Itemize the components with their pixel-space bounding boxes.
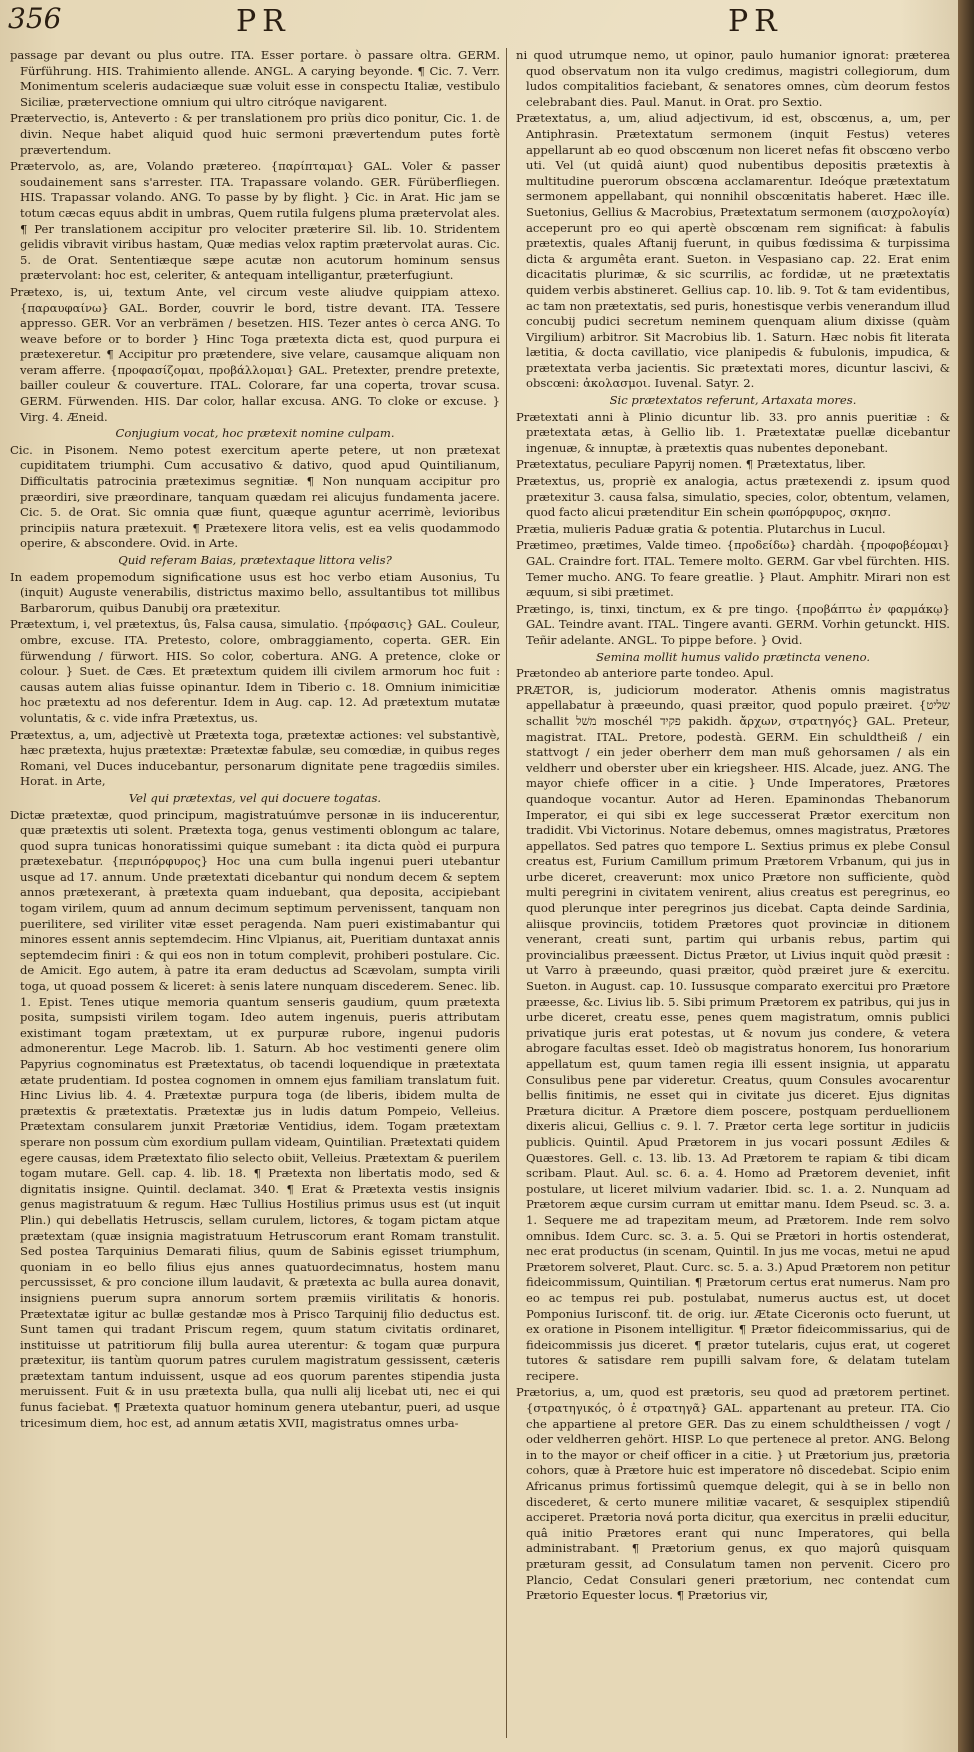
- dictionary-entry: Prætextus, a, um, adjectivè ut Prætexta toga, prætextæ actiones: vel substantivè, hæc prætexta, hujus prætextæ: Prætextæ fabulæ, seu comœdiæ, in quibus reges Romani, vel Duces inducebantur, personarum dignitate pene tragœdiis similes. Horat. in Arte,: [10, 727, 500, 789]
- right-column: [516, 48, 950, 1744]
- dictionary-entry: Prætervolo, as, are, Volando prætereo. {παρίπταμαι} GAL. Voler & passer soudainement sans s'arrester. ITA. Trapassare volando. GER. Fürüberfliegen. HIS. Trapassar volando. ANG. To passe by by flight. } Cic. in Arat. Hic jam se totum cæcas equus abdit in umbras, Quem rutila fulgens pluma prætervolat ales. ¶ Per translationem accipitur pro velociter præterire Sil. lib. 10. Stridentem gelidis vibravit viribus hastam, Quæ medias velox raptim prætervolat auras. Cic. 5. de Orat. Sententiæque sæpe acutæ non acutorum hominum sensus prætervolant: hoc est, celeriter, & antequam intelligantur, præterfugiunt.: [10, 159, 500, 283]
- dictionary-entry: ni quod utrumque nemo, ut opinor, paulo humanior ignorat: præterea quod observatum non ita vulgo credimus, magistri collegiorum, dum ludos compitalitios faciebant, & senatores omnes, cùm deorum festos celebrabant dies. Paul. Manut. in Orat. pro Sextio.: [516, 48, 950, 109]
- dictionary-entry: Prætingo, is, tinxi, tinctum, ex & pre tingo. {προβάπτω ἐν φαρμάκῳ} GAL. Teindre avant. ITAL. Tingere avanti. GERM. Vorhin getunckt. HIS. Teñir adelante. ANGL. To pippe before. } Ovid.: [516, 601, 950, 647]
- verse-quotation: Quid referam Baias, prætextaque littora velis?: [118, 553, 392, 567]
- verse-quotation: Semina mollit humus valido prætincta veneno.: [595, 649, 871, 664]
- dictionary-entry: Prætextatus, a, um, aliud adjectivum, id est, obscœnus, a, um, per Antiphrasin. Prætextatum sermonem (inquit Festus) veteres appellarunt ab eo quod obscœnum non liceret nefas fit obscœno verbo uti. Vel (ut quidâ aiunt) quod nubentibus depositis prætextis à multitudine puerorum obscœna acclamarentur. Ideóque prætextatum sermonem appellabant, qui nonnihil obscœnitatis haberet. Hæc ille. Suetonius, Gellius & Macrobius, Prætextatum sermonem (αισχρολογία) acceperunt pro eo qui apertè obscœnam rem significat: à fabulis prætextis, quales Aftanij fuerunt, in quibus fœdissima & turpissima dicta & argumêta erant. Sueton. in Vespasiano cap. 22. Erat enim dicacitatis plurimæ, & sic scurrilis, ac fordidæ, ut ne prætextatis quidem verbis abstineret. Gellius cap. 10. lib. 9. Tot & tam evidentibus, ac tam non prætextatis, sed puris, honestisque verbis venerandum illud concubij pudici secretum neminem quenquam alium dixisse (quàm Virgilium) arbitror. Sit Macrobius lib. 1. Saturn. Hæc nobis fit literata lætitia, & docta cavillatio, vice planipedis & fubulonis, impudica, & prætextata verba jacientis. Sic prætextati mores, dicuntur lascivi, & obscœni: ἀκολασμοι. Iuvenal. Satyr. 2.: [516, 111, 950, 391]
- running-head-right: PR: [728, 4, 783, 39]
- dictionary-entry: Prætorius, a, um, quod est prætoris, seu quod ad prætorem pertinet. {στρατηγικός, ὁ ἐ στρατηγᾶ} GAL. appartenant au preteur. ITA. Cio che appartiene al pretore GER. Das zu einem schuldtheissen / vogt / oder veldherren gehört. HISP. Lo que pertenece al pretor. ANG. Belong in to the mayor or cheif officer in a citie. } ut Prætorium jus, prætoria cohors, quæ à Prætore huic est imperatore nô discedebat. Scipio enim Africanus primus fortissimû quemque delegit, qui à se in bello non discederet, & certo munere militiæ vacaret, & sesquiplex stipendiû acciperet. Prætoria nová porta dicitur, qua exercitus in prælii educitur, quâ initio Prætores erant qui nunc Imperatores, qui bella administrabant. ¶ Prætorium genus, ex quo majorû quisquam præturam gessit, ad Consulatum tamen non pervenit. Cicero pro Plancio, Cedat Consulari generi prætorium, nec contendat cum Prætorio Equester locus. ¶ Prætorius vir,: [516, 1385, 950, 1603]
- book-edge: [958, 0, 974, 1752]
- dictionary-entry: Dictæ prætextæ, quod principum, magistratuúmve personæ in iis inducerentur, quæ prætextis uti solent. Prætexta toga, genus vestimenti oblongum ac talare, quod supra tunicas honoratissimi quique sumebant : ita dicta quòd ei purpura prætexebatur. {περιπόρφυρος} Hoc una cum bulla ingenui pueri utebantur usque ad 17. annum. Unde prætextati dicebantur qui nondum decem & septem annos prætexerant, à prætexta quam induebant, qua deposita, accipiebant togam virilem, quum ad annum decimum septimum pervenissent, tanquam non puerilitere, sed viriliter vitæ esset peragenda. Nam pueri existimabantur qui minores essent annis septemdecim. Hinc Vlpianus, ait, Pueritiam duntaxat annis septemdecim finiri : & qui eos non in totum complevit, prohiberi postulare. Cic. de Amicit. Ego autem, à patre ita eram deductus ad Scævolam, sumpta virili toga, ut quoad possem & liceret: à senis latere nunquam discederem. Senec. lib. 1. Epist. Tenes utique memoria quantum senseris gaudium, quum prætexta posita, sumpsisti virilem togam. Ideo autem ingenuis, pueris attributam existimant togam prætextam, ut ex purpuræ rubore, ingenui pudoris admonerentur. Lege Macrob. lib. 1. Saturn. Ab hoc vestimenti genere olim Papyrius cognominatus est Prætextatus, ob tacendi loquendique in prætextata ætate prudentiam. Id postea cognomen in omnem ejus familiam translatum fuit. Hinc Livius lib. 4. 4. Prætextæ purpura toga (de liberis, ibidem multa de prætextis & prætextatis. Prætextæ jus in ludis datum Pompeio, Velleius. Prætextam consularem junxit Prætoriæ Ventidius, idem. Togam prætextam sperare non possum cùm exordium pullam videam, Quintilian. Prætextati quidem egere causas, idem Prætextato filio selecto obiit, Velleius. Prætextam & puerilem togam mutare. Gell. cap. 4. lib. 18. ¶ Prætexta non libertatis modo, sed & dignitatis insigne. Quintil. declamat. 340. ¶ Erat & Prætexta vestis insignis genus magistratuum & regum. Hæc Tullius Hostilius primus usus est (ut inquit Plin.) qui debellatis Hetruscis, sellam curulem, lictores, & togam pictam atque prætextam (quæ insignia magistratuum Hetruscorum erant Romam transtulit. Sed postea Tarquinius Demarati filius, quum de Sabinis egisset triumphum, quoniam in eo bello filius ejus annes quatuordecimnatus, hostem manu percussisset, & pro concione illum laudavit, & prætexta ac bulla aurea donavit, insigniens puerum supra annorum sortem præmiis virilitatis & honoris. Prætextatæ igitur ac bullæ gestandæ mos à Prisco Tarquinij filio deductus est. Sunt tamen qui tradant Priscum regem, quum statum civitatis ordinaret, instituisse ut patritiorum filij bulla aurea uterentur: & togam quæ purpura prætexitur, iis tantùm quorum patres curulem magistratum gessissent, cæteris prætextam tantum induissent, usque ad eos quorum parentes stipendia justa meruissent. Fuit & in usu prætexta bulla, qua nulli alij licebat uti, nec ei qui funus faciebat. ¶ Prætexta quatuor hominum genera utebantur, pueri, ad usque tricesimum diem, hoc est, ad annum ætatis XVII, magistratus omnes urba-: [10, 807, 500, 1430]
- verse-quotation: Vel qui prætextas, vel qui docuere togatas.: [128, 790, 382, 805]
- dictionary-entry: In eadem propemodum significatione usus est hoc verbo etiam Ausonius, Tu (inquit) Auguste venerabilis, districtus maximo bello, assultantibus tot millibus Barbarorum, quibus Danubij ora prætexitur.: [10, 569, 500, 615]
- dictionary-entry: Cic. in Pisonem. Nemo potest exercitum aperte petere, ut non prætexat cupiditatem triumphi. Cum accusativo & dativo, quod apud Quintilianum, Difficultatis patrocinia præteximus segnitiæ. ¶ Non nunquam accipitur pro præordiri, sive præordinare, tanquam quædam rei alicujus fundamenta jacere. Cic. 5. de Orat. Sic omnia quæ fiunt, quæque aguntur acerrimè, levioribus principiis natura prætexuit. ¶ Prætexere litora velis, est ea velis quodammodo operire, & abscondere. Ovid. in Arte.: [10, 442, 500, 551]
- verse-quotation: Conjugium vocat, hoc prætexit nomine culpam.: [115, 426, 395, 441]
- dictionary-entry: PRÆTOR, is, judiciorum moderator. Athenis omnis magistratus appellabatur à præeundo, quasi præitor, quod populo præiret. {שליט schallit משׁל moschél פקיד pakidh. ἄρχων, στρατηγός} GAL. Preteur, magistrat. ITAL. Pretore, podestà. GERM. Ein schuldtheiß / ein stattvogt / ein jeder oberherr dem man muß gehorsamen / als ein veldherr und oberster uber ein kriegsheer. HIS. Alcade, juez. ANG. The mayor chiefe officer in a citie. } Unde Imperatores, Prætores quandoque vocantur. Autor ad Heren. Epaminondas Thebanorum Imperator, ei qui sibi ex lege successerat Prætor exercitum non tradidit. Vbi Victorinus. Notare debemus, omnes magistratus, Prætores appellatos. Sed patres quo tempore L. Sextius primus ex plebe Consul creatus est, Furium Camillum primum Prætorem Vrbanum, qui jus in urbe diceret, creaverunt: mox unico Prætore non sufficiente, quòd multi peregrini in civitatem venirent, alius creatus est peregrinus, eo quod plerunque inter peregrinos jus dicebat. Capta deinde Sardinia, aliisque provinciis, totidem Prætores quot provinciæ in ditionem venerant, creati sunt, partim qui urbanis rebus, partim qui provincialibus præessent. Dictus Prætor, ut Livius inquit quòd præsit : ut Varro à præeundo, quasi præitor, quòd præiret jure & exercitu. Sueton. in August. cap. 10. Iussusque comparato exercitui pro Prætore præesse, &c. Livius lib. 5. Sibi primum Prætorem ex patribus, qui jus in urbe diceret, creatu esse, penes quem magistratum, omnis publici privatique juris erat potestas, ut & novum jus condere, & vetera abrogare facultas esset. Ideò ob magistratus honorem, Ius honorarium appellatum est, quum tamen regia illi essent insignia, ut apparatu Consulibus pene par videretur. Creatus, quum Consules avocarentur bellis finitimis, ne esset qui in civitate jus diceret. Ejus dignitas Prætura dicitur. A Prætore diem poscere, postquam perduellionem dixeris alicui, Gellius c. 9. l. 7. Prætor certa lege sortitur in judiciis publicis. Quintil. Apud Prætorem in jus vocari possunt Ædiles & Quæstores. Gell. c. 13. lib. 13. Ad Prætorem te rapiam & tibi dicam scribam. Plaut. Aul. sc. 6. a. 4. Homo ad Prætorem deveniet, infit postulare, ut liceret milvium vadarier. Ibid. sc. 1. a. 2. Nunquam ad Prætorem æque cursim curram ut emittar manu. Idem Pseud. sc. 3. a. 1. Sequere me ad trapezitam meum, ad Prætorem. Inde rem solvo omnibus. Idem Curc. sc. 3. a. 5. Qui se Prætori in hortis ostenderat, nec erat productus (in scenam, Quintil. In jus me vocas, metui ne apud Prætorem solveret, Plaut. Curc. sc. 5. a. 3.) Apud Prætorem non petitur fideicommissum, Quintilian. ¶ Prætorum certus erat numerus. Nam pro eo ac tempus rei pub. postulabat, numerus auctus est, ut docet Pomponius Iurisconf. tit. de orig. iur. Ætate Ciceronis octo fuerunt, ut ex oratione in Pisonem intelligitur. ¶ Prætor fideicommissarius, qui de fideicommissis jus diceret. ¶ prætor tutelaris, cujus erat, ut cogeret tutores & satisdare rem pupilli salvam fore, & delatam tutelam recipere.: [516, 682, 950, 1383]
- dictionary-entry: Prætextus, us, propriè ex analogia, actus prætexendi z. ipsum quod prætexitur 3. causa falsa, simulatio, species, color, obtentum, velamen, quod facto alicui prætenditur Ein schein φωπόρφυρος, σκηπσ.: [516, 474, 950, 520]
- column-divider: [506, 48, 507, 1738]
- page-number: 356: [8, 2, 62, 35]
- dictionary-entry: Prætextum, i, vel prætextus, ûs, Falsa causa, simulatio. {πρόφασις} GAL. Couleur, ombre, excuse. ITA. Pretesto, colore, ombraggiamento, coperta. GER. Ein fürwendung / fürwort. HIS. So color, cobertura. ANG. A pretence, cloke or colour. } Suet. de Cæs. Et prætextum quidem illi civilem armorum hoc fuit : causas autem alias fuisse opinantur. Idem in Tiberio c. 18. Omnium inimicitiæ hoc prætextu ad nos deferentur. Idem in Aug. cap. 12. Ad prætextum mutatæ voluntatis, & c. vide infra Prætextus, us.: [10, 617, 500, 725]
- dictionary-entry: Prætia, mulieris Paduæ gratia & potentia. Plutarchus in Lucul.: [516, 521, 886, 536]
- verse-quotation: Sic prætextatos referunt, Artaxata mores.: [609, 393, 857, 408]
- left-column: [10, 48, 500, 1744]
- dictionary-entry: Prætextatus, peculiare Papyrij nomen. ¶ Prætextatus, liber.: [516, 457, 866, 472]
- dictionary-entry: Prætexo, is, ui, textum Ante, vel circum veste aliudve quippiam attexo. {παραυφαίνω} GAL. Border, couvrir le bord, tistre devant. ITA. Tessere appresso. GER. Vor an verbrämen / besetzen. HIS. Tezer antes ò cerca ANG. To weave before or to border } Hinc Toga prætexta dicta est, quod purpura ei prætexeretur. ¶ Accipitur pro prætendere, sive velare, causamque aliquam non veram afferre. {προφασίζομαι, προβάλλομαι} GAL. Pretexter, prendre pretexte, bailler couleur & couverture. ITAL. Colorare, far una coperta, trovar scusa. GERM. Fürwenden. HIS. Dar color, hallar excusa. ANG. To cloke or excuse. } Virg. 4. Æneid.: [10, 284, 500, 424]
- running-head-left: PR: [236, 4, 291, 39]
- dictionary-entry: Prætondeo ab anteriore parte tondeo. Apul.: [516, 666, 774, 681]
- dictionary-entry: Prætextati anni à Plinio dicuntur lib. 33. pro annis pueritiæ : & prætextata ætas, à Gellio lib. 1. Prætextatæ puellæ dicebantur ingenuæ, & innuptæ, à prætextis quas nubentes deponebant.: [516, 409, 950, 455]
- dictionary-entry: passage par devant ou plus outre. ITA. Esser portare. ò passare oltra. GERM. Fürführung. HIS. Trahimiento allende. ANGL. A carying beyonde. ¶ Cic. 7. Verr. Monimentum sceleris audaciæque suæ voluit esse in conspectu Italiæ, vestibulo Siciliæ, prætervectione omnium qui ultro citróque navigarent.: [10, 48, 500, 109]
- page-header: [0, 0, 958, 48]
- dictionary-entry: Prætimeo, prætimes, Valde timeo. {προδείδω} chardàh. {προφοβέομαι} GAL. Craindre fort. ITAL. Temere molto. GERM. Gar vbel fürchten. HIS. Temer mucho. ANG. To feare greatlie. } Plaut. Amphitr. Mirari non est æquum, si sibi prætimet.: [516, 538, 950, 600]
- dictionary-entry: Prætervectio, is, Anteverto : & per translationem pro priùs dico ponitur, Cic. 1. de divin. Neque habet aliquid quod huic sermoni prævertendum putes fortè prævertendum.: [10, 111, 500, 157]
